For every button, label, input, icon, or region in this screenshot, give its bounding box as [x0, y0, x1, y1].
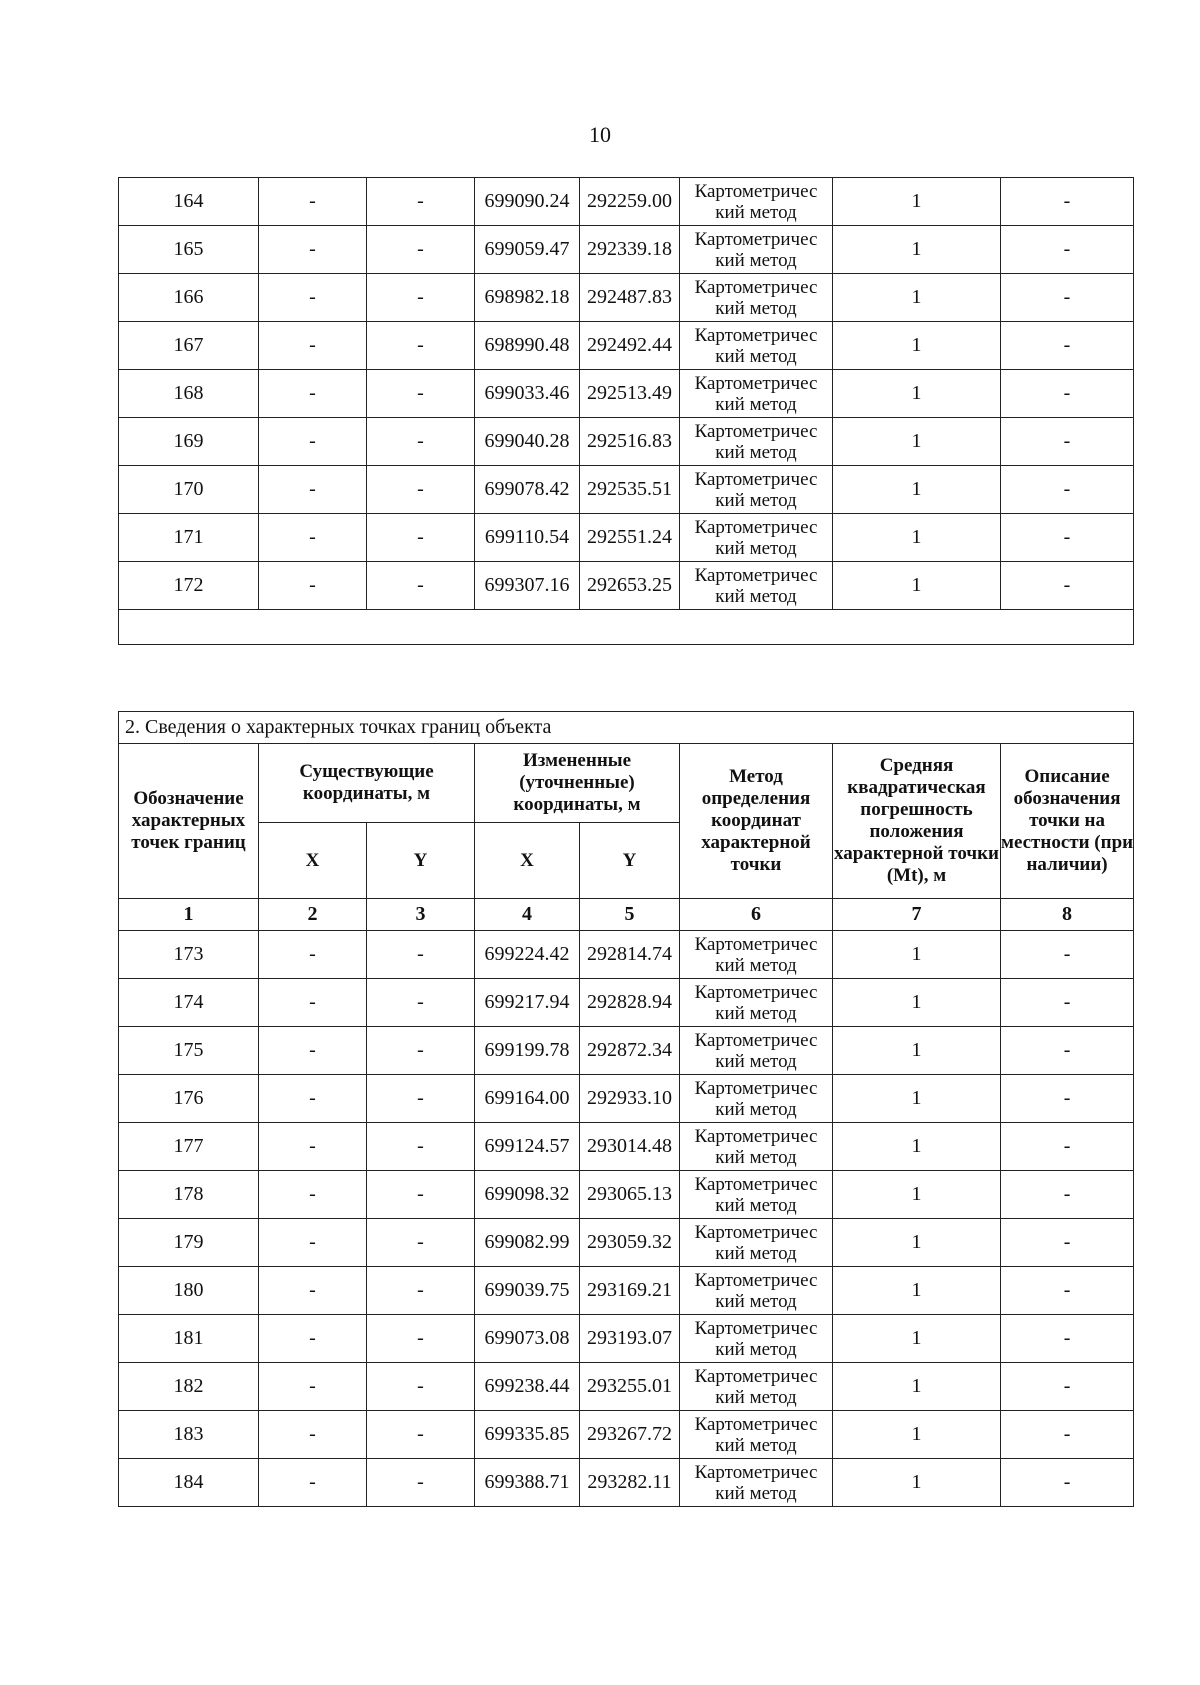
method-cell [680, 1411, 833, 1459]
existing-y-cell: - [367, 931, 475, 979]
description-cell: - [1001, 1027, 1134, 1075]
existing-x-cell: - [259, 1075, 367, 1123]
description-cell: - [1001, 562, 1134, 610]
y-cell: 292551.24 [580, 514, 680, 562]
existing-y-cell: - [367, 466, 475, 514]
existing-x-cell: - [259, 226, 367, 274]
column-number: 7 [833, 899, 1001, 931]
method-cell [680, 1219, 833, 1267]
method-cell [680, 178, 833, 226]
method-line: Картометричес [694, 1173, 818, 1195]
table2-body [119, 931, 1134, 1507]
table-row [119, 1267, 1134, 1315]
table-row [119, 514, 1134, 562]
method-line: Картометричес [694, 1077, 818, 1099]
point-cell: 177 [119, 1123, 259, 1171]
method-line: Картометричес [694, 1269, 818, 1291]
method-cell [680, 370, 833, 418]
boundary-points-table [118, 711, 1134, 1507]
error-cell: 1 [833, 1267, 1001, 1315]
y-cell: 293255.01 [580, 1363, 680, 1411]
method-line: Картометричес [694, 1413, 818, 1435]
error-cell: 1 [833, 1411, 1001, 1459]
description-cell: - [1001, 370, 1134, 418]
description-cell: - [1001, 322, 1134, 370]
method-line: кий метод [715, 1482, 797, 1504]
error-cell: 1 [833, 1459, 1001, 1507]
method-line: кий метод [715, 1050, 797, 1072]
error-cell: 1 [833, 1315, 1001, 1363]
y-cell: 292492.44 [580, 322, 680, 370]
column-number: 8 [1001, 899, 1134, 931]
method-cell [680, 562, 833, 610]
section-title: 2. Сведения о характерных точках границ объекта [119, 712, 1134, 744]
existing-y-cell: - [367, 1075, 475, 1123]
column-number: 2 [259, 899, 367, 931]
method-line: Картометричес [694, 1365, 818, 1387]
existing-y-cell: - [367, 370, 475, 418]
y-cell: 293059.32 [580, 1219, 680, 1267]
method-cell [680, 931, 833, 979]
existing-x-cell: - [259, 1315, 367, 1363]
method-line: кий метод [715, 393, 797, 415]
method-line: кий метод [715, 1242, 797, 1264]
y-cell: 292487.83 [580, 274, 680, 322]
error-cell: 1 [833, 1363, 1001, 1411]
x-cell: 699199.78 [475, 1027, 580, 1075]
method-cell [680, 1267, 833, 1315]
existing-x-cell: - [259, 1267, 367, 1315]
header-designation: Обозначение характерных точек границ [119, 744, 259, 899]
method-line: кий метод [715, 345, 797, 367]
point-cell: 183 [119, 1411, 259, 1459]
method-cell [680, 1459, 833, 1507]
method-line: кий метод [715, 585, 797, 607]
existing-x-cell: - [259, 466, 367, 514]
x-cell: 699090.24 [475, 178, 580, 226]
existing-y-cell: - [367, 178, 475, 226]
method-line: кий метод [715, 954, 797, 976]
existing-y-cell: - [367, 1171, 475, 1219]
method-line: кий метод [715, 249, 797, 271]
method-line: кий метод [715, 489, 797, 511]
x-cell: 699164.00 [475, 1075, 580, 1123]
header-existing-coordinates: Существующие координаты, м [259, 744, 475, 823]
existing-x-cell: - [259, 418, 367, 466]
description-cell: - [1001, 1075, 1134, 1123]
existing-y-cell: - [367, 1267, 475, 1315]
y-cell: 293014.48 [580, 1123, 680, 1171]
description-cell: - [1001, 1123, 1134, 1171]
x-cell: 699082.99 [475, 1219, 580, 1267]
existing-x-cell: - [259, 1363, 367, 1411]
existing-x-cell: - [259, 1027, 367, 1075]
table-row [119, 466, 1134, 514]
column-number: 6 [680, 899, 833, 931]
existing-x-cell: - [259, 1171, 367, 1219]
y-cell: 293065.13 [580, 1171, 680, 1219]
x-cell: 699307.16 [475, 562, 580, 610]
column-number: 4 [475, 899, 580, 931]
error-cell: 1 [833, 931, 1001, 979]
x-cell: 699033.46 [475, 370, 580, 418]
table1-body [119, 178, 1134, 610]
header-description: Описание обозначения точки на местности (при наличии) [1001, 744, 1134, 899]
empty-row [119, 610, 1134, 645]
existing-y-cell: - [367, 274, 475, 322]
description-cell: - [1001, 418, 1134, 466]
existing-x-cell: - [259, 514, 367, 562]
table-row [119, 1363, 1134, 1411]
description-cell: - [1001, 1315, 1134, 1363]
existing-y-cell: - [367, 1459, 475, 1507]
existing-x-cell: - [259, 274, 367, 322]
method-line: Картометричес [694, 228, 818, 250]
existing-y-cell: - [367, 562, 475, 610]
error-cell: 1 [833, 370, 1001, 418]
table-row [119, 1411, 1134, 1459]
method-cell [680, 1171, 833, 1219]
description-cell: - [1001, 1267, 1134, 1315]
point-cell: 170 [119, 466, 259, 514]
method-line: кий метод [715, 1386, 797, 1408]
y-cell: 292933.10 [580, 1075, 680, 1123]
error-cell: 1 [833, 1075, 1001, 1123]
x-cell: 699098.32 [475, 1171, 580, 1219]
table-row [119, 178, 1134, 226]
method-line: Картометричес [694, 468, 818, 490]
existing-y-cell: - [367, 1411, 475, 1459]
y-cell: 293282.11 [580, 1459, 680, 1507]
table-row [119, 274, 1134, 322]
description-cell: - [1001, 226, 1134, 274]
method-cell [680, 274, 833, 322]
description-cell: - [1001, 178, 1134, 226]
error-cell: 1 [833, 1123, 1001, 1171]
table-row [119, 226, 1134, 274]
method-line: кий метод [715, 1434, 797, 1456]
x-cell: 699335.85 [475, 1411, 580, 1459]
method-cell [680, 322, 833, 370]
error-cell: 1 [833, 514, 1001, 562]
table-row [119, 322, 1134, 370]
existing-x-cell: - [259, 1411, 367, 1459]
x-cell: 699238.44 [475, 1363, 580, 1411]
method-line: кий метод [715, 441, 797, 463]
page-number: 10 [589, 122, 611, 147]
method-line: Картометричес [694, 516, 818, 538]
header-method: Метод определения координат характерной точки [680, 744, 833, 899]
existing-x-cell: - [259, 562, 367, 610]
method-line: Картометричес [694, 981, 818, 1003]
point-cell: 173 [119, 931, 259, 979]
method-cell [680, 466, 833, 514]
existing-x-cell: - [259, 1219, 367, 1267]
y-cell: 292653.25 [580, 562, 680, 610]
method-line: кий метод [715, 1194, 797, 1216]
method-line: Картометричес [694, 933, 818, 955]
method-line: кий метод [715, 1338, 797, 1360]
method-line: кий метод [715, 1002, 797, 1024]
x-cell: 699039.75 [475, 1267, 580, 1315]
y-cell: 293169.21 [580, 1267, 680, 1315]
existing-y-cell: - [367, 979, 475, 1027]
point-cell: 164 [119, 178, 259, 226]
header-mean-square-error: Средняя квадратическая погрешность положения характерной точки (Mt), м [833, 744, 1001, 899]
point-cell: 169 [119, 418, 259, 466]
x-cell: 699388.71 [475, 1459, 580, 1507]
header-existing-y: Y [367, 823, 475, 899]
column-number: 3 [367, 899, 475, 931]
existing-y-cell: - [367, 418, 475, 466]
x-cell: 699059.47 [475, 226, 580, 274]
table-row [119, 1075, 1134, 1123]
method-line: Картометричес [694, 372, 818, 394]
x-cell: 698982.18 [475, 274, 580, 322]
method-line: Картометричес [694, 564, 818, 586]
method-line: Картометричес [694, 1125, 818, 1147]
point-cell: 175 [119, 1027, 259, 1075]
method-line: Картометричес [694, 1221, 818, 1243]
point-cell: 176 [119, 1075, 259, 1123]
header-existing-x: X [259, 823, 367, 899]
x-cell: 699124.57 [475, 1123, 580, 1171]
coordinates-table-continued [118, 177, 1134, 645]
header-changed-y: Y [580, 823, 680, 899]
y-cell: 292513.49 [580, 370, 680, 418]
y-cell: 292516.83 [580, 418, 680, 466]
error-cell: 1 [833, 274, 1001, 322]
point-cell: 182 [119, 1363, 259, 1411]
existing-y-cell: - [367, 1363, 475, 1411]
error-cell: 1 [833, 1219, 1001, 1267]
description-cell: - [1001, 1363, 1134, 1411]
existing-y-cell: - [367, 1027, 475, 1075]
table-row [119, 1171, 1134, 1219]
existing-x-cell: - [259, 1123, 367, 1171]
y-cell: 292339.18 [580, 226, 680, 274]
method-cell [680, 979, 833, 1027]
method-line: Картометричес [694, 1029, 818, 1051]
table-row [119, 370, 1134, 418]
y-cell: 292828.94 [580, 979, 680, 1027]
table-row [119, 418, 1134, 466]
header-changed-x: X [475, 823, 580, 899]
y-cell: 292259.00 [580, 178, 680, 226]
point-cell: 181 [119, 1315, 259, 1363]
point-cell: 167 [119, 322, 259, 370]
error-cell: 1 [833, 322, 1001, 370]
description-cell: - [1001, 1459, 1134, 1507]
table-row [119, 1459, 1134, 1507]
description-cell: - [1001, 274, 1134, 322]
point-cell: 166 [119, 274, 259, 322]
error-cell: 1 [833, 178, 1001, 226]
method-cell [680, 1363, 833, 1411]
method-cell [680, 1027, 833, 1075]
point-cell: 172 [119, 562, 259, 610]
table-row [119, 562, 1134, 610]
error-cell: 1 [833, 979, 1001, 1027]
y-cell: 293193.07 [580, 1315, 680, 1363]
empty-cell [119, 610, 1134, 645]
point-cell: 171 [119, 514, 259, 562]
point-cell: 179 [119, 1219, 259, 1267]
description-cell: - [1001, 979, 1134, 1027]
x-cell: 699040.28 [475, 418, 580, 466]
point-cell: 184 [119, 1459, 259, 1507]
table-row [119, 1219, 1134, 1267]
description-cell: - [1001, 466, 1134, 514]
description-cell: - [1001, 514, 1134, 562]
column-number-row [119, 899, 1134, 931]
description-cell: - [1001, 1171, 1134, 1219]
existing-x-cell: - [259, 370, 367, 418]
table-row [119, 931, 1134, 979]
point-cell: 165 [119, 226, 259, 274]
existing-x-cell: - [259, 322, 367, 370]
method-cell [680, 1123, 833, 1171]
x-cell: 699217.94 [475, 979, 580, 1027]
existing-x-cell: - [259, 979, 367, 1027]
y-cell: 292814.74 [580, 931, 680, 979]
point-cell: 178 [119, 1171, 259, 1219]
y-cell: 292872.34 [580, 1027, 680, 1075]
error-cell: 1 [833, 562, 1001, 610]
existing-y-cell: - [367, 1123, 475, 1171]
error-cell: 1 [833, 1171, 1001, 1219]
method-cell [680, 1315, 833, 1363]
method-cell [680, 514, 833, 562]
method-line: кий метод [715, 1146, 797, 1168]
x-cell: 699110.54 [475, 514, 580, 562]
description-cell: - [1001, 1411, 1134, 1459]
description-cell: - [1001, 1219, 1134, 1267]
method-cell [680, 226, 833, 274]
method-line: Картометричес [694, 276, 818, 298]
existing-y-cell: - [367, 514, 475, 562]
method-line: Картометричес [694, 420, 818, 442]
existing-y-cell: - [367, 1219, 475, 1267]
x-cell: 698990.48 [475, 322, 580, 370]
method-line: кий метод [715, 537, 797, 559]
method-line: Картометричес [694, 1461, 818, 1483]
existing-x-cell: - [259, 178, 367, 226]
x-cell: 699073.08 [475, 1315, 580, 1363]
method-line: Картометричес [694, 324, 818, 346]
table-row [119, 1123, 1134, 1171]
x-cell: 699078.42 [475, 466, 580, 514]
method-line: Картометричес [694, 1317, 818, 1339]
point-cell: 180 [119, 1267, 259, 1315]
y-cell: 292535.51 [580, 466, 680, 514]
error-cell: 1 [833, 1027, 1001, 1075]
method-line: кий метод [715, 201, 797, 223]
column-number: 5 [580, 899, 680, 931]
method-line: кий метод [715, 1290, 797, 1312]
existing-x-cell: - [259, 931, 367, 979]
description-cell: - [1001, 931, 1134, 979]
existing-y-cell: - [367, 1315, 475, 1363]
existing-y-cell: - [367, 322, 475, 370]
column-number: 1 [119, 899, 259, 931]
error-cell: 1 [833, 466, 1001, 514]
error-cell: 1 [833, 226, 1001, 274]
table-row [119, 1315, 1134, 1363]
y-cell: 293267.72 [580, 1411, 680, 1459]
header-changed-coordinates: Измененные (уточненные) координаты, м [475, 744, 680, 823]
method-line: кий метод [715, 1098, 797, 1120]
table-row [119, 1027, 1134, 1075]
existing-y-cell: - [367, 226, 475, 274]
method-line: Картометричес [694, 180, 818, 202]
table-row [119, 979, 1134, 1027]
x-cell: 699224.42 [475, 931, 580, 979]
method-cell [680, 418, 833, 466]
existing-x-cell: - [259, 1459, 367, 1507]
point-cell: 174 [119, 979, 259, 1027]
error-cell: 1 [833, 418, 1001, 466]
point-cell: 168 [119, 370, 259, 418]
method-line: кий метод [715, 297, 797, 319]
method-cell [680, 1075, 833, 1123]
